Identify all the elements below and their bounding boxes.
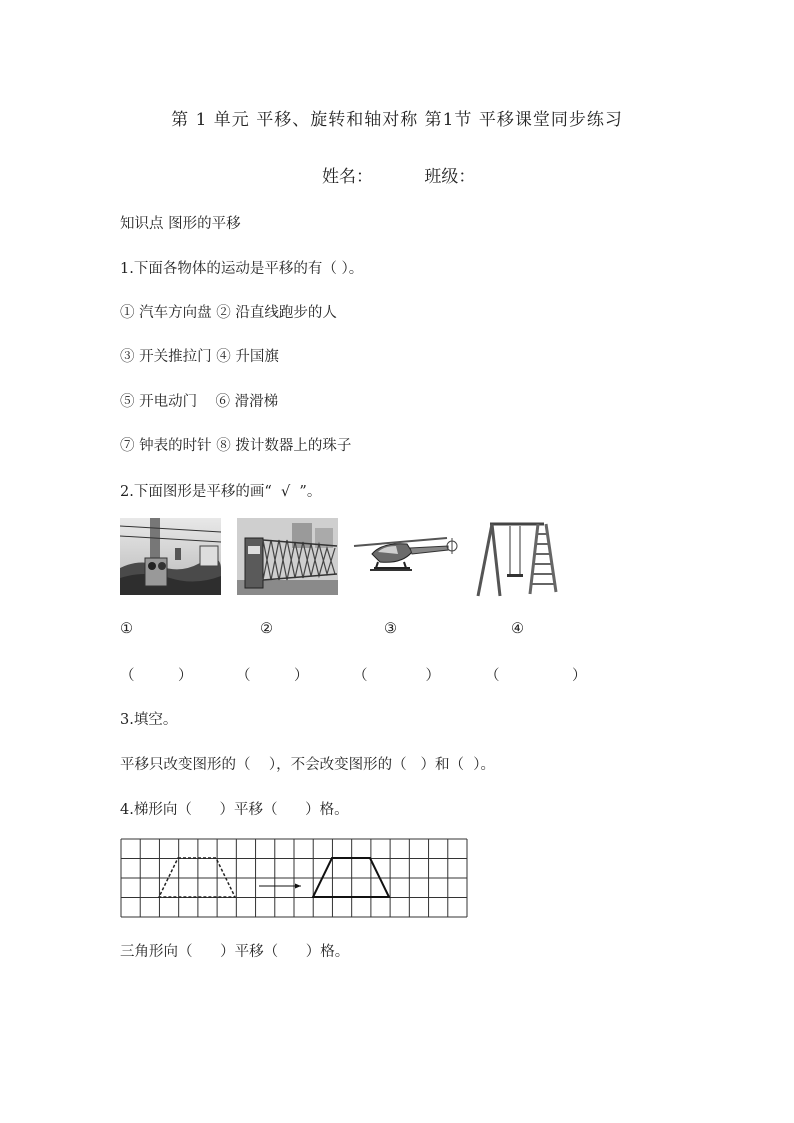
- electric-gate-image: [237, 518, 338, 595]
- name-label: 姓名：: [322, 167, 373, 187]
- question-3: 3.填空。: [120, 712, 178, 728]
- name-class-row: [322, 162, 475, 187]
- arrow-head-icon: [295, 884, 301, 889]
- helicopter-image: [352, 528, 464, 586]
- question-2: 2.下面图形是平移的画“ √ ”。: [120, 484, 322, 500]
- q1-option-row: ⑦ 钟表的时针 ⑧ 拨计数器上的珠子: [120, 438, 352, 454]
- swing-image: [474, 518, 558, 598]
- q1-option-row: ① 汽车方向盘 ② 沿直线跑步的人: [120, 305, 337, 321]
- picture-number: ②: [260, 621, 273, 637]
- section-heading: 知识点 图形的平移: [120, 216, 241, 232]
- answer-blank[interactable]: （ ）: [236, 668, 309, 684]
- answer-blank[interactable]: （ ）: [485, 668, 587, 684]
- page-title: 第 1 单元 平移、旋转和轴对称 第1节 平移课堂同步练习: [171, 110, 623, 130]
- triangle-question: 三角形向（ ）平移（ ）格。: [120, 944, 350, 960]
- cable-car-image: [120, 518, 221, 595]
- question-4: 4.梯形向（ ）平移（ ）格。: [120, 802, 349, 818]
- q1-option-row: ③ 开关推拉门 ④ 升国旗: [120, 349, 279, 365]
- question-1: 1.下面各物体的运动是平移的有（ ）。: [120, 261, 364, 277]
- q1-option-row: ⑤ 开电动门 ⑥ 滑滑梯: [120, 394, 279, 410]
- picture-number: ③: [384, 621, 397, 637]
- q3-fill-sentence: 平移只改变图形的（ ），不会改变图形的（ ）和（ ）。: [120, 757, 495, 773]
- translation-grid: [120, 838, 468, 918]
- answer-blank[interactable]: （ ）: [120, 668, 193, 684]
- picture-number: ④: [511, 621, 524, 637]
- class-label: 班级：: [424, 167, 476, 187]
- answer-blank[interactable]: （ ）: [353, 668, 440, 684]
- picture-number: ①: [120, 621, 133, 637]
